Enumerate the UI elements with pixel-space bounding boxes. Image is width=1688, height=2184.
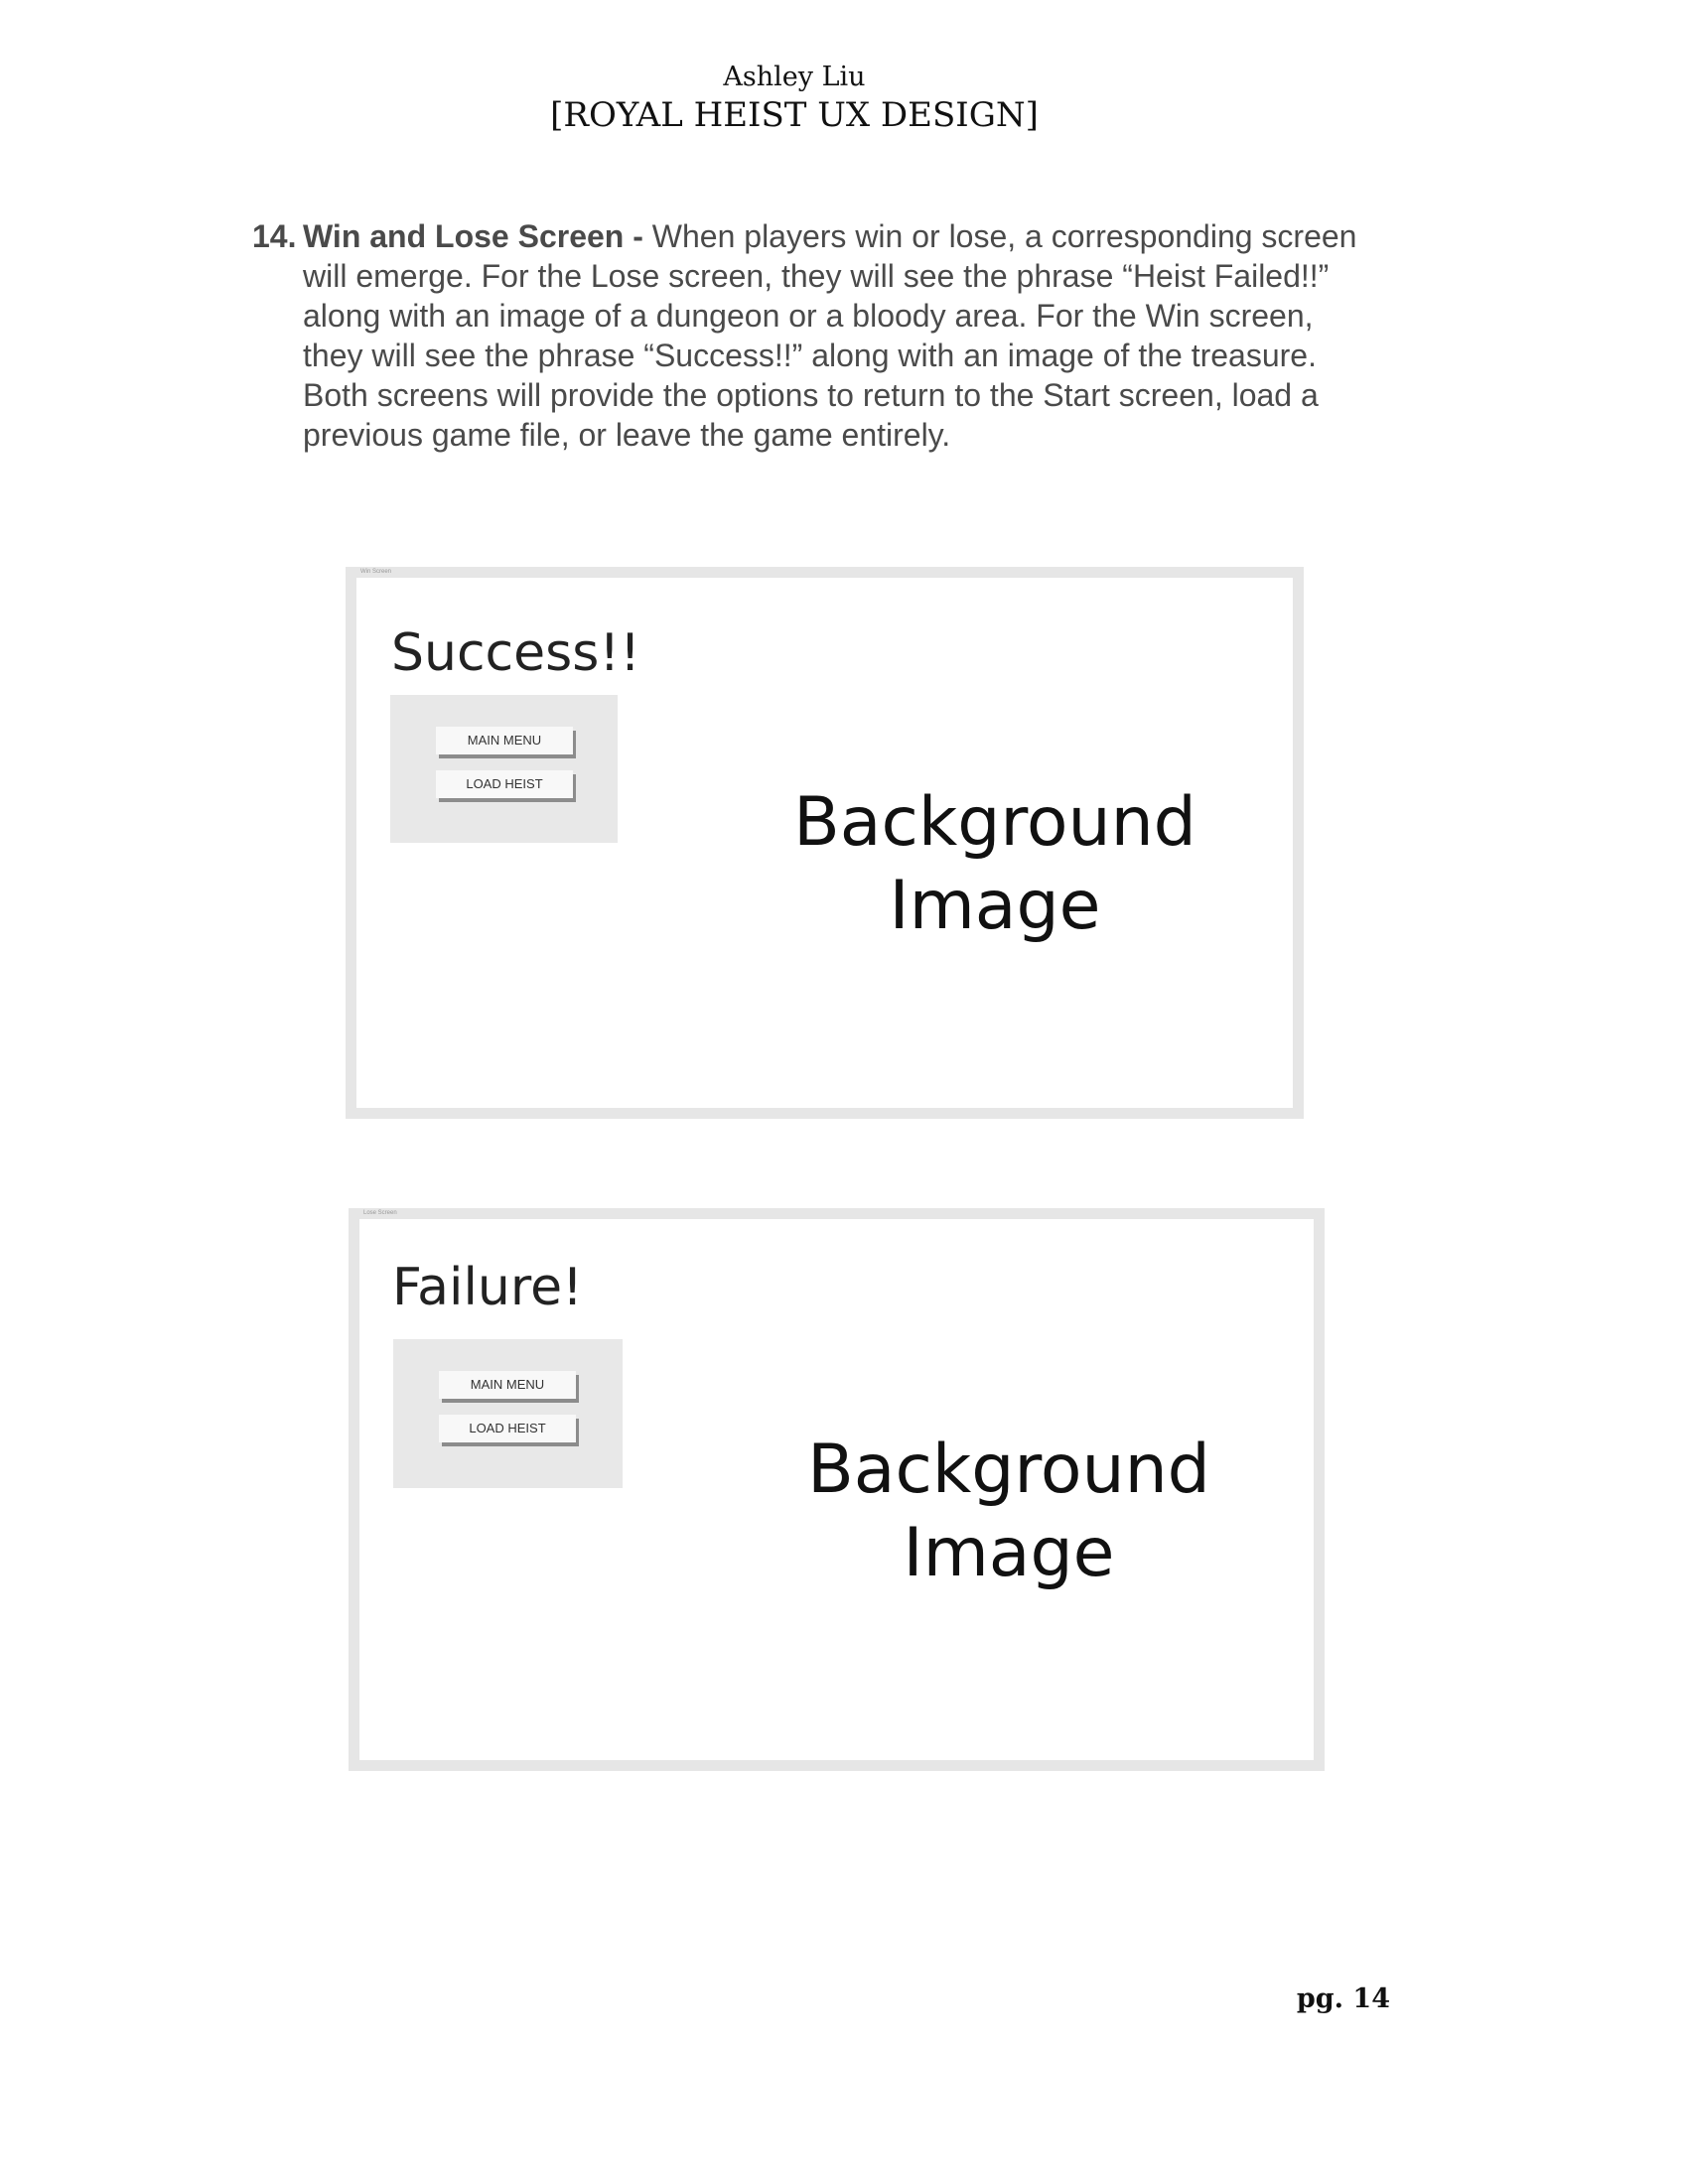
win-screen-menu-panel [390, 695, 618, 843]
win-screen-mockup [346, 567, 1304, 1119]
list-item-body [303, 216, 1364, 455]
win-screen-frame-label: Win Screen [360, 569, 392, 575]
lose-screen-menu-panel [393, 1339, 623, 1488]
list-item-14 [252, 216, 1364, 455]
document-title: [ROYAL HEIST UX DESIGN] [550, 95, 1039, 135]
page-number: pg. 14 [1296, 1983, 1390, 2014]
lose-background-image-placeholder [751, 1429, 1267, 1595]
list-item-number: 14. [252, 218, 297, 254]
lose-background-line-2: Image [903, 1514, 1115, 1592]
lose-background-line-1: Background [807, 1431, 1210, 1509]
win-background-line-2: Image [889, 867, 1101, 945]
lose-screen-mockup [349, 1208, 1325, 1771]
lose-screen-heading: Failure! [392, 1258, 583, 1317]
list-item-description: When players win or lose, a corresponding screen will emerge. For the Lose screen, they will see the phrase “Heist Failed!!” along with an image of a dungeon or a bloody area. For the Win screen, they will see the phrase “Success!!” along with an image of the treasure. Both screens will provide the options to return to the Start screen, load a previous game file, or leave the game entirely. [303, 218, 1357, 453]
lose-load-heist-button[interactable]: LOAD HEIST [439, 1415, 576, 1442]
lose-screen-frame-label: Lose Screen [363, 1210, 397, 1216]
lose-main-menu-button[interactable]: MAIN MENU [439, 1371, 576, 1399]
header-author: Ashley Liu [723, 62, 866, 92]
win-main-menu-button[interactable]: MAIN MENU [436, 727, 573, 754]
win-background-image-placeholder [737, 781, 1253, 948]
win-background-line-1: Background [793, 783, 1196, 862]
list-item-lead: Win and Lose Screen - [303, 218, 643, 254]
win-load-heist-button[interactable]: LOAD HEIST [436, 770, 573, 798]
win-screen-heading: Success!! [391, 623, 641, 683]
